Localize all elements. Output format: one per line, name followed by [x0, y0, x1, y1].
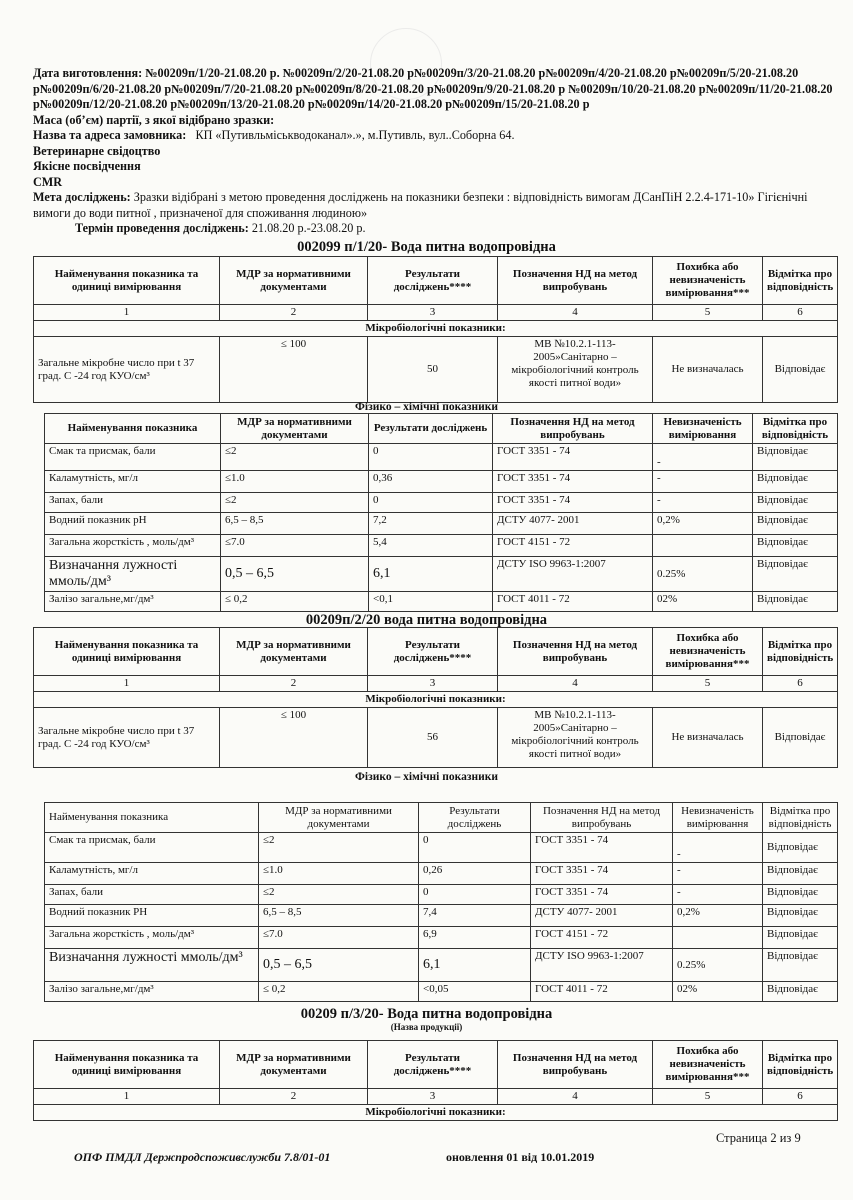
cell-result: 0 [419, 833, 531, 863]
th-error: Невизначеність вимірювання [673, 803, 763, 833]
cell-mdr: ≤2 [221, 493, 369, 513]
col-num: 2 [220, 305, 368, 321]
cell-mark: Відповідає [763, 337, 838, 403]
col-num: 5 [653, 305, 763, 321]
cell-result: 0,36 [369, 471, 493, 493]
cell-error: - [653, 471, 753, 493]
cell-mark: Відповідає [763, 885, 838, 905]
cell-error: 02% [673, 982, 763, 1002]
cell-result: 0 [369, 493, 493, 513]
col-num: 4 [498, 1089, 653, 1105]
cell-name: Запах, бали [45, 885, 259, 905]
cell-mark: Відповідає [753, 513, 838, 535]
cell-name: Смак та присмак, бали [45, 444, 221, 471]
cell-name: Загальне мікробне число при t 37 град. С -24 год КУО/см³ [34, 337, 220, 403]
cell-method: ГОСТ 3351 - 74 [531, 863, 673, 885]
col-num: 6 [763, 305, 838, 321]
cell-method: ГОСТ 3351 - 74 [531, 833, 673, 863]
cell-result: 7,4 [419, 905, 531, 927]
table-row [45, 905, 838, 927]
section-2-title: 00209п/2/20 вода питна водопровідна [305, 612, 548, 628]
th-result: Результати досліджень**** [368, 257, 498, 305]
cell-mdr: ≤ 100 [220, 708, 368, 768]
col-num: 1 [34, 676, 220, 692]
th-method: Позначення НД на метод випробувань [493, 414, 653, 444]
cell-result: 0,26 [419, 863, 531, 885]
cell-mdr: ≤1.0 [221, 471, 369, 493]
table-row [45, 444, 838, 471]
section-3-micro-table [33, 1040, 838, 1121]
section-1-title: 002099 п/1/20- Вода питна водопровідна [297, 239, 556, 255]
footer-revision: оновлення 01 від 10.01.2019 [446, 1150, 595, 1164]
cell-name: Залізо загальне,мг/дм³ [45, 592, 221, 612]
vet-label: Ветеринарне свідоцтво [33, 143, 161, 158]
cell-method: ГОСТ 4151 - 72 [531, 927, 673, 949]
section-1-phys-title: Фізико – хімічні показники [355, 401, 498, 413]
cell-error: 0.25% [653, 557, 753, 592]
cell-method: МВ №10.2.1-113-2005»Санітарно – мікробіологічний контроль якості питної води» [498, 708, 653, 768]
cell-name: Залізо загальне,мг/дм³ [45, 982, 259, 1002]
cell-method: ДСТУ ISO 9963-1:2007 [493, 557, 653, 592]
cell-error: Не визначалась [653, 708, 763, 768]
table-row [45, 949, 838, 982]
cell-method: ДСТУ 4077- 2001 [493, 513, 653, 535]
th-name: Найменування показника [45, 803, 259, 833]
col-num: 4 [498, 676, 653, 692]
cell-method: МВ №10.2.1-113-2005»Санітарно – мікробіологічний контроль якості питної води» [498, 337, 653, 403]
cell-mdr: ≤7.0 [221, 535, 369, 557]
table-row [45, 885, 838, 905]
cell-mark: Відповідає [763, 833, 838, 863]
col-num: 2 [220, 676, 368, 692]
cell-mark: Відповідає [753, 471, 838, 493]
cell-mark: Відповідає [763, 708, 838, 768]
th-error: Похибка або невизначеність вимірювання*** [653, 257, 763, 305]
cell-result: 0 [369, 444, 493, 471]
cell-name: Загальне мікробне число при t 37 град. С -24 год КУО/см³ [34, 708, 220, 768]
table-row [45, 927, 838, 949]
th-mark: Відмітка про відповідність [753, 414, 838, 444]
th-error: Невизначеність вимірювання [653, 414, 753, 444]
footer-form-code: ОПФ ПМДЛ Держпродспоживслужби 7.8/01-01 [74, 1150, 331, 1164]
cell-method: ГОСТ 3351 - 74 [493, 444, 653, 471]
th-mdr: МДР за нормативними документами [220, 257, 368, 305]
term-label: Термін проведення досліджень: [75, 221, 249, 235]
micro-subheader: Мікробіологічні показники: [34, 321, 838, 337]
cell-method: ГОСТ 4011 - 72 [493, 592, 653, 612]
manufacture-text: №00209п/1/20-21.08.20 р. №00209п/2/20-21.08.20 р№00209п/3/20-21.08.20 р№00209п/4/20-21.08.20 р№00209п/5/20-21.08.20 р№00209п/6/20-21.08.20 р№00209п/7/20-21.08.20 р№00209п/8/20-21.08.20 р№00209п/9/20-21.08.20 р №00209п/10/20-21.08.20 р№00209п/11/20-21.08.20 р№00209п/12/20-21.08.20 р№00209п/13/20-21.08.20 р№00209п/14/20-21.08.20 р№00209п/15/20-21.08.20 р [33, 66, 833, 111]
table-row [45, 592, 838, 612]
cell-method: ГОСТ 3351 - 74 [493, 493, 653, 513]
manufacture-line [33, 66, 833, 113]
cell-name: Каламутність, мг/л [45, 863, 259, 885]
col-num: 6 [763, 1089, 838, 1105]
table-row [45, 982, 838, 1002]
th-mark: Відмітка про відповідність [763, 803, 838, 833]
cell-name: Смак та присмак, бали [45, 833, 259, 863]
purpose-text: Зразки відібрані з метою проведення досліджень на показники безпеки : відповідність вимогам ДСанПіН 2.2.4-171-10» Гігієнічні вимоги до води питної , призначеної для споживання людиною» [33, 190, 808, 220]
cell-method: ГОСТ 4011 - 72 [531, 982, 673, 1002]
th-method: Позначення НД на метод випробувань [531, 803, 673, 833]
cell-name: Запах, бали [45, 493, 221, 513]
document-header [33, 66, 833, 237]
cell-name: Загальна жорсткість , моль/дм³ [45, 535, 221, 557]
table-row [45, 471, 838, 493]
th-method: Позначення НД на метод випробувань [498, 1041, 653, 1089]
cell-mdr: 6,5 – 8,5 [259, 905, 419, 927]
cell-name: Загальна жорсткість , моль/дм³ [45, 927, 259, 949]
cell-result: 7,2 [369, 513, 493, 535]
cell-result: 50 [368, 337, 498, 403]
cell-result: <0,1 [369, 592, 493, 612]
table-row [45, 863, 838, 885]
th-mdr: МДР за нормативними документами [221, 414, 369, 444]
col-num: 3 [368, 676, 498, 692]
cell-result: 0 [419, 885, 531, 905]
cell-method: ГОСТ 3351 - 74 [531, 885, 673, 905]
manufacture-label: Дата виготовлення: [33, 66, 143, 80]
cell-mark: Відповідає [753, 557, 838, 592]
cell-mdr: ≤ 100 [220, 337, 368, 403]
page-number: Страница 2 из 9 [716, 1131, 801, 1145]
col-num: 5 [653, 1089, 763, 1105]
cell-error: - [653, 444, 753, 471]
col-num: 5 [653, 676, 763, 692]
cell-result: 6,1 [419, 949, 531, 982]
purpose-label: Мета досліджень: [33, 190, 131, 204]
cell-mdr: 0,5 – 6,5 [221, 557, 369, 592]
cell-mark: Відповідає [753, 444, 838, 471]
th-mark: Відмітка про відповідність [763, 1041, 838, 1089]
cell-result: 6,9 [419, 927, 531, 949]
col-num: 6 [763, 676, 838, 692]
cell-error: - [673, 885, 763, 905]
cell-error: 0,2% [673, 905, 763, 927]
table-row [45, 833, 838, 863]
customer-text: КП «Путивльміськводоканал».», м.Путивль, вул..Соборна 64. [195, 128, 515, 142]
cmr-label: CMR [33, 174, 63, 189]
th-mdr: МДР за нормативними документами [220, 628, 368, 676]
th-name: Найменування показника та одиниці вимірювання [34, 1041, 220, 1089]
table-row [45, 535, 838, 557]
table-row [45, 557, 838, 592]
th-method: Позначення НД на метод випробувань [498, 257, 653, 305]
th-mark: Відмітка про відповідність [763, 257, 838, 305]
term-line [33, 221, 833, 237]
th-error: Похибка або невизначеність вимірювання*** [653, 1041, 763, 1089]
cell-mark: Відповідає [763, 982, 838, 1002]
cell-mdr: ≤2 [259, 833, 419, 863]
th-result: Результати досліджень [419, 803, 531, 833]
cell-mdr: ≤ 0,2 [259, 982, 419, 1002]
cell-name: Визначання лужності ммоль/дм³ [45, 949, 259, 982]
section-3-subtitle: (Назва продукції) [390, 1022, 463, 1032]
cell-result: <0,05 [419, 982, 531, 1002]
th-name: Найменування показника та одиниці вимірювання [34, 628, 220, 676]
table-row [45, 513, 838, 535]
cell-mark: Відповідає [753, 535, 838, 557]
th-result: Результати досліджень [369, 414, 493, 444]
col-num: 3 [368, 305, 498, 321]
cell-error: 02% [653, 592, 753, 612]
cell-mdr: ≤7.0 [259, 927, 419, 949]
cell-mark: Відповідає [763, 863, 838, 885]
section-2-phys-table [44, 802, 838, 1002]
cell-result: 56 [368, 708, 498, 768]
cell-mark: Відповідає [763, 905, 838, 927]
cell-method: ГОСТ 3351 - 74 [493, 471, 653, 493]
cell-result: 5,4 [369, 535, 493, 557]
table-row [34, 708, 838, 768]
th-mark: Відмітка про відповідність [763, 628, 838, 676]
cell-error [653, 535, 753, 557]
cell-error: - [673, 863, 763, 885]
purpose-line [33, 190, 833, 221]
quality-label: Якісне посвідчення [33, 159, 141, 173]
cell-error: Не визначалась [653, 337, 763, 403]
cell-mark: Відповідає [763, 949, 838, 982]
section-1-micro-table [33, 256, 838, 403]
cell-method: ДСТУ ISO 9963-1:2007 [531, 949, 673, 982]
th-name: Найменування показника [45, 414, 221, 444]
cell-name: Визначання лужності ммоль/дм³ [45, 557, 221, 592]
cell-name: Водний показник РН [45, 905, 259, 927]
section-1-phys-table [44, 413, 838, 612]
section-3-title: 00209 п/3/20- Вода питна водопровідна [300, 1006, 553, 1022]
cell-method: ДСТУ 4077- 2001 [531, 905, 673, 927]
section-2-phys-title: Фізико – хімічні показники [355, 771, 498, 783]
cell-result: 6,1 [369, 557, 493, 592]
cell-mdr: ≤ 0,2 [221, 592, 369, 612]
cell-mark: Відповідає [753, 493, 838, 513]
micro-subheader: Мікробіологічні показники: [34, 1105, 838, 1121]
cell-error: 0,2% [653, 513, 753, 535]
term-text: 21.08.20 р.-23.08.20 р. [251, 221, 366, 235]
cell-mdr: ≤1.0 [259, 863, 419, 885]
col-num: 1 [34, 305, 220, 321]
mass-label: Маса (об’єм) партії, з якої відібрано зразки: [33, 112, 275, 127]
th-mdr: МДР за нормативними документами [259, 803, 419, 833]
cell-error: 0.25% [673, 949, 763, 982]
cell-mark: Відповідає [753, 592, 838, 612]
cell-mdr: 6,5 – 8,5 [221, 513, 369, 535]
th-method: Позначення НД на метод випробувань [498, 628, 653, 676]
customer-line [33, 128, 833, 144]
cell-name: Водний показник рН [45, 513, 221, 535]
cell-name: Каламутність, мг/л [45, 471, 221, 493]
col-num: 2 [220, 1089, 368, 1105]
micro-subheader: Мікробіологічні показники: [34, 692, 838, 708]
th-mdr: МДР за нормативними документами [220, 1041, 368, 1089]
table-row [45, 493, 838, 513]
th-result: Результати досліджень**** [368, 628, 498, 676]
col-num: 1 [34, 1089, 220, 1105]
section-2-micro-table [33, 627, 838, 768]
cell-error [673, 927, 763, 949]
cell-error: - [653, 493, 753, 513]
customer-label: Назва та адреса замовника: [33, 128, 187, 142]
col-num: 3 [368, 1089, 498, 1105]
th-name: Найменування показника та одиниці вимірювання [34, 257, 220, 305]
cell-mark: Відповідає [763, 927, 838, 949]
col-num: 4 [498, 305, 653, 321]
cell-mdr: 0,5 – 6,5 [259, 949, 419, 982]
table-row [34, 337, 838, 403]
th-error: Похибка або невизначеність вимірювання*** [653, 628, 763, 676]
cell-mdr: ≤2 [259, 885, 419, 905]
th-result: Результати досліджень**** [368, 1041, 498, 1089]
cell-mdr: ≤2 [221, 444, 369, 471]
cell-method: ГОСТ 4151 - 72 [493, 535, 653, 557]
cell-error: - [673, 833, 763, 863]
